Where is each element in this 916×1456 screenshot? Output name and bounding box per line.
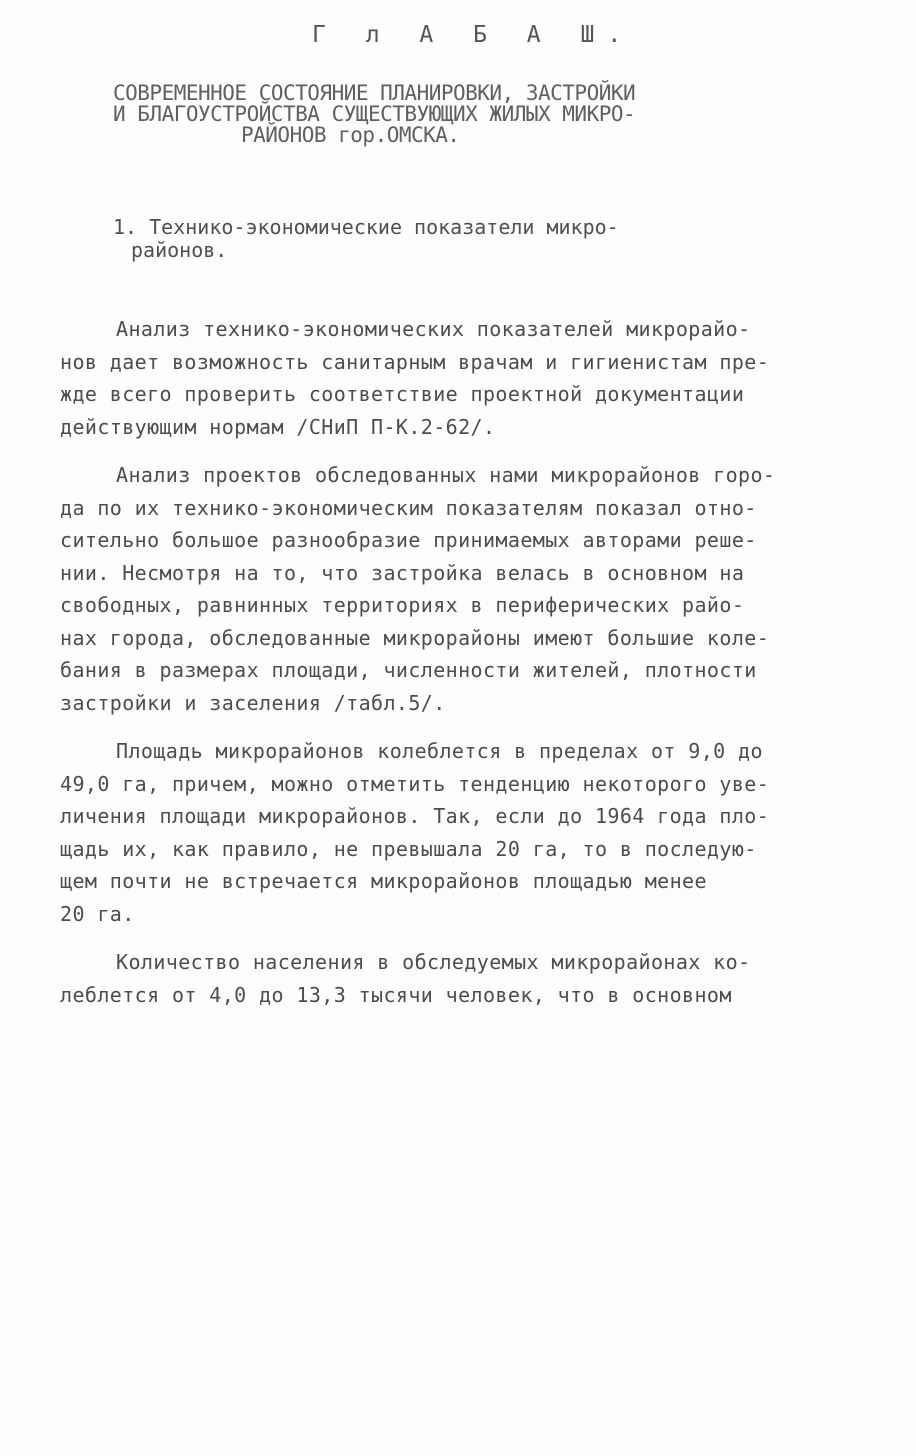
text-line: бания в размерах площади, численности жителей, плотности xyxy=(60,658,757,682)
text-line: застройки и заселения /табл.5/. xyxy=(60,690,446,715)
paragraph xyxy=(60,735,860,930)
text-line: Анализ технико-экономических показателей микрорайо- xyxy=(116,317,751,341)
text-line: щем почти не встречается микрорайонов площадью менее xyxy=(60,869,707,893)
chapter-heading xyxy=(113,83,753,146)
text-line: 49,0 га, причем, можно отметить тенденцию некоторого уве- xyxy=(60,771,770,796)
text-line: Анализ проектов обследованных нами микрорайонов горо- xyxy=(116,463,776,487)
text-line: сительно большое разнообразие принимаемых авторами реше- xyxy=(60,528,757,552)
text-line: 20 га. xyxy=(60,901,135,926)
text-line: действующим нормам /СНиП П-К.2-62/. xyxy=(60,414,496,439)
text-line: щадь их, как правило, не превышала 20 га, то в последую- xyxy=(60,836,757,861)
chapter-title: Г л А Б А Ш. xyxy=(312,22,635,48)
heading-line: И БЛАГОУСТРОЙСТВА СУЩЕСТВУЮЩИХ ЖИЛЫХ МИКРО- xyxy=(113,102,636,126)
text-line: нах города, обследованные микрорайоны имеют большие коле- xyxy=(60,625,770,650)
text-line: свободных, равнинных территориях в периферических райо- xyxy=(60,593,745,617)
body-text xyxy=(60,313,860,1011)
heading-line: РАЙОНОВ гор.ОМСКА. xyxy=(241,123,460,147)
text-line: Площадь микрорайонов колеблется в пределах от 9,0 до xyxy=(116,739,763,763)
paragraph xyxy=(60,946,860,1011)
text-line: нов дает возможность санитарным врачам и гигиенистам пре- xyxy=(60,349,770,374)
paragraph xyxy=(60,459,860,719)
section-heading-line: 1. Технико-экономические показатели микро- xyxy=(113,215,619,239)
section-heading xyxy=(113,216,619,262)
text-line: леблется от 4,0 до 13,3 тысячи человек, что в основном xyxy=(60,982,732,1007)
text-line: Количество населения в обследуемых микрорайонах ко- xyxy=(116,950,751,974)
text-line: жде всего проверить соответствие проектной документации xyxy=(60,382,745,406)
text-line: личения площади микрорайонов. Так, если до 1964 года пло- xyxy=(60,804,770,828)
section-heading-line: районов. xyxy=(131,238,228,262)
text-line: да по их технико-экономическим показателям показал отно- xyxy=(60,495,757,520)
heading-line: СОВРЕМЕННОЕ СОСТОЯНИЕ ПЛАНИРОВКИ, ЗАСТРОЙКИ xyxy=(113,81,636,105)
text-line: нии. Несмотря на то, что застройка велась в основном на xyxy=(60,560,745,585)
paragraph xyxy=(60,313,860,443)
